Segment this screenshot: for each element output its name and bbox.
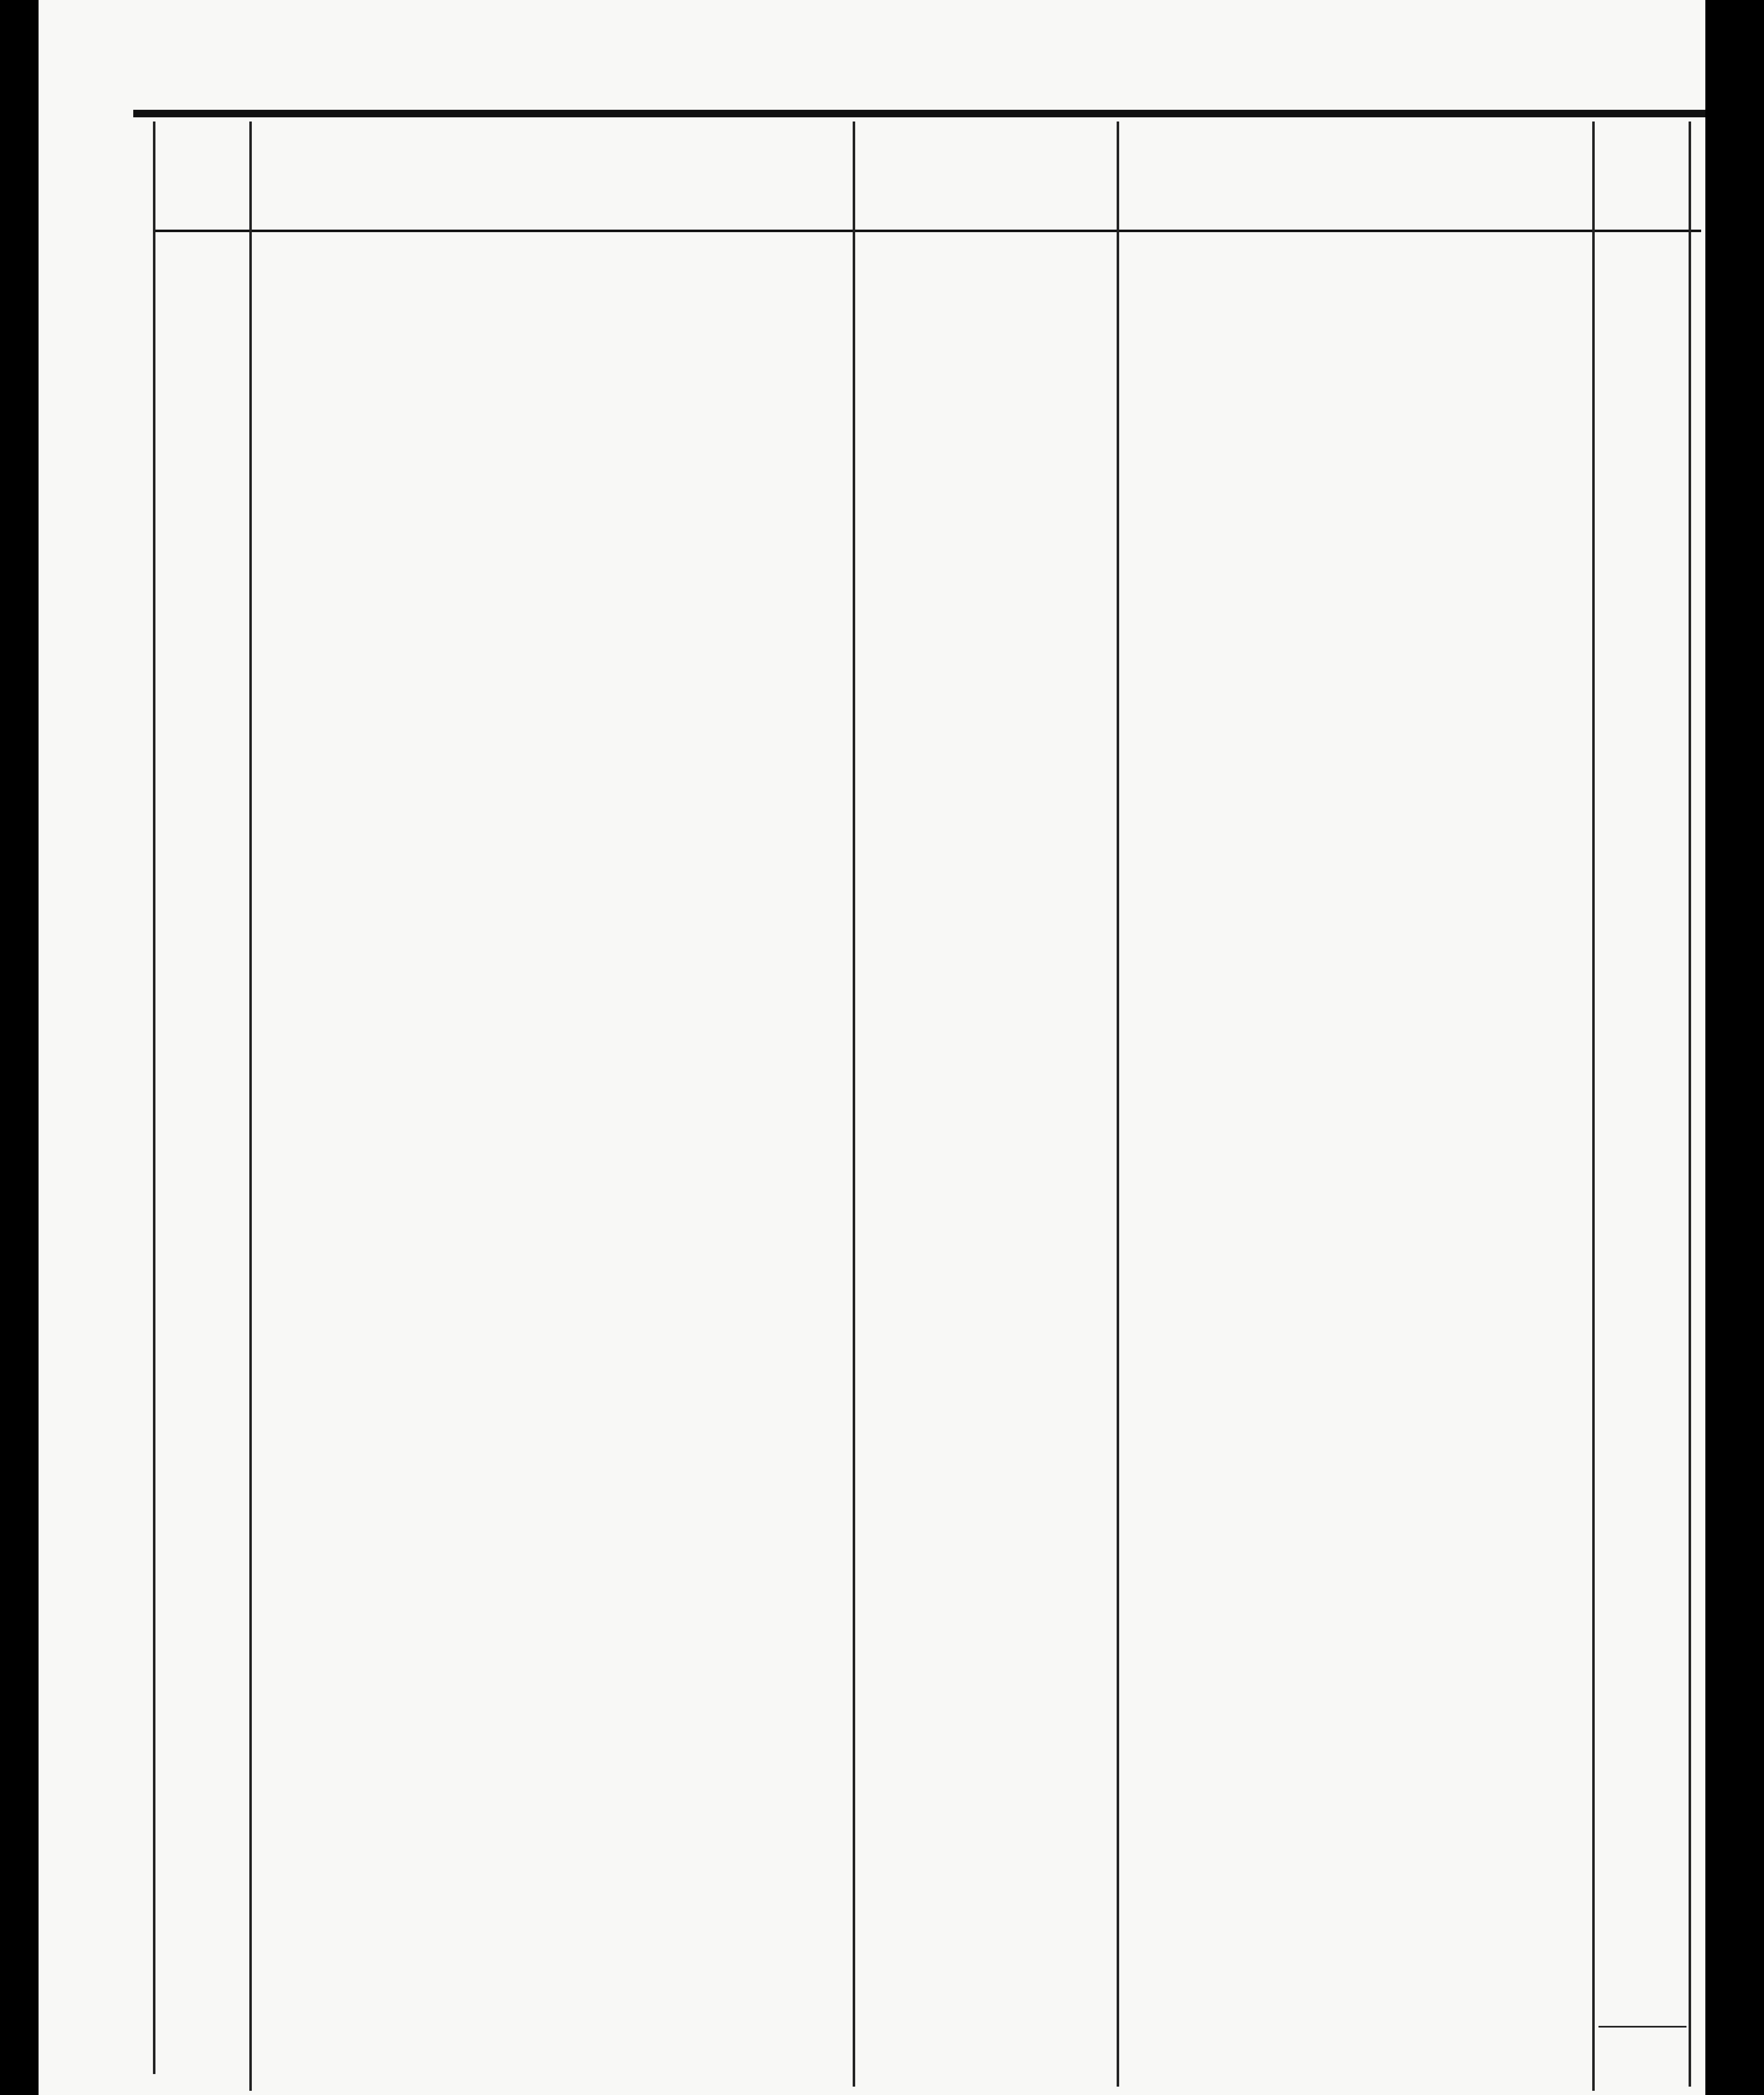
top-rule bbox=[133, 110, 1705, 117]
column-divider bbox=[853, 122, 855, 2087]
scan-border-left bbox=[0, 0, 39, 2095]
column-divider bbox=[1592, 122, 1595, 2091]
total-rule bbox=[1598, 2026, 1686, 2028]
header-rule bbox=[155, 230, 1701, 232]
page bbox=[39, 0, 1705, 2095]
column-divider bbox=[153, 122, 155, 2074]
column-divider bbox=[1117, 122, 1119, 2087]
column-divider bbox=[249, 122, 252, 2091]
scan-border-right bbox=[1705, 0, 1764, 2095]
column-divider bbox=[1689, 122, 1691, 2087]
